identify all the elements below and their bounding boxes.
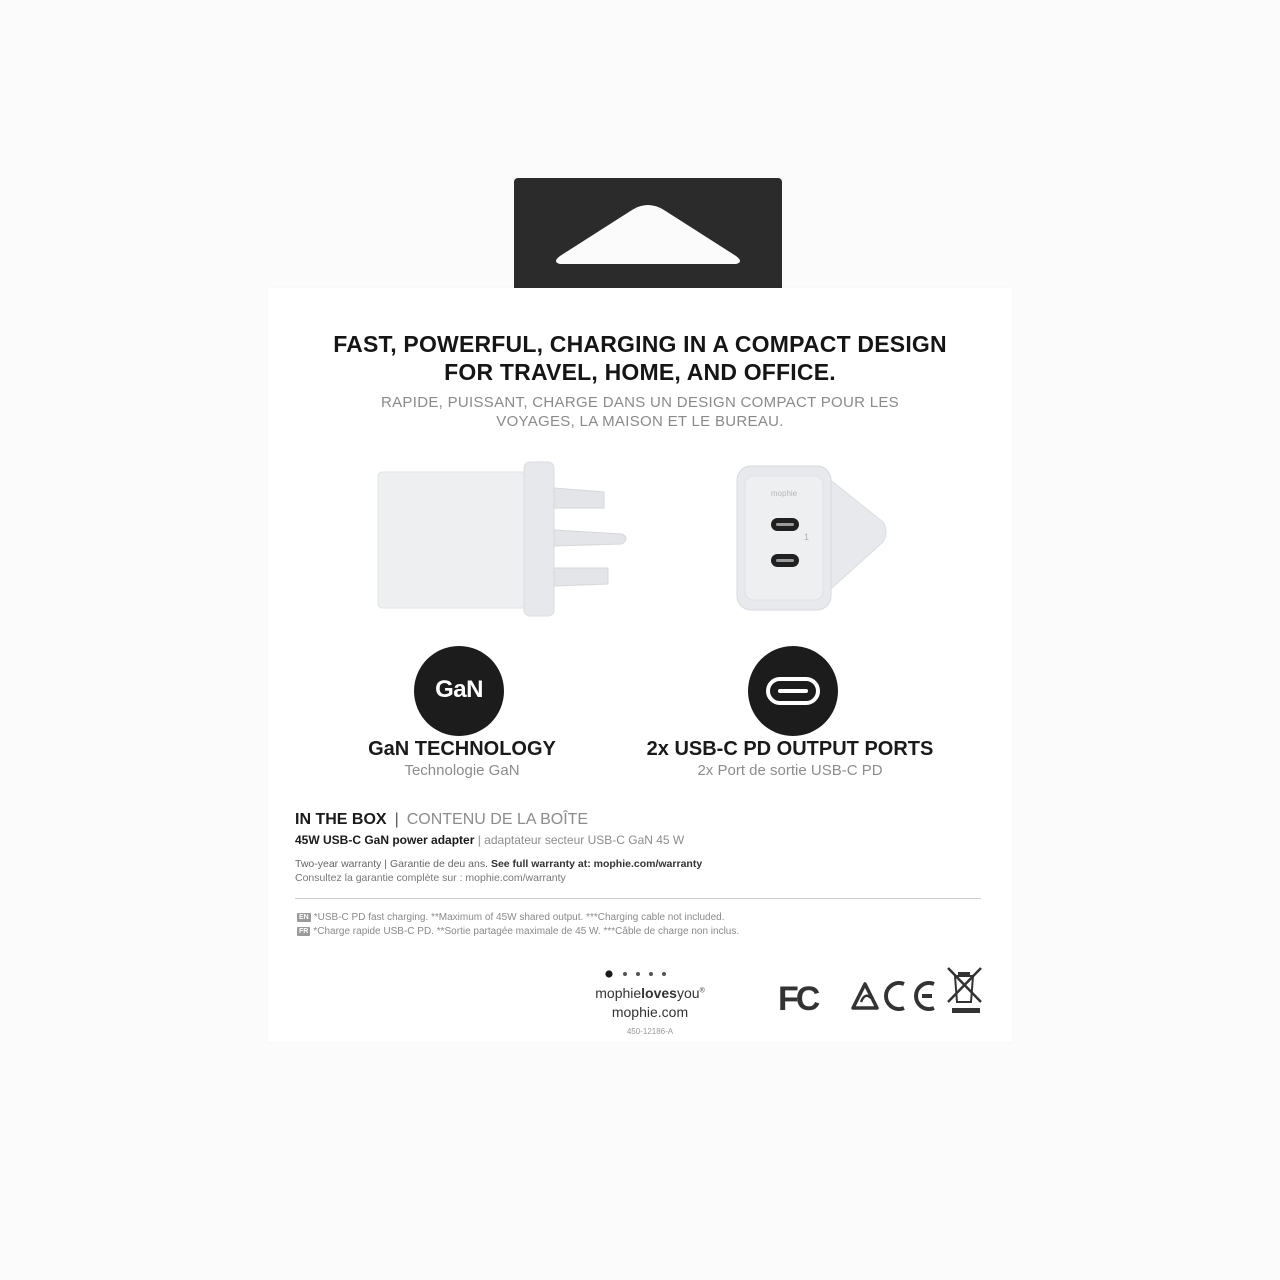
dot-active (605, 970, 612, 977)
feature-subtitle-usb-c: 2x Port de sortie USB-C PD (697, 762, 883, 779)
footnote-en-text: *USB-C PD fast charging. **Maximum of 45W shared output. ***Charging cable not included. (313, 912, 725, 923)
dot (623, 972, 627, 976)
warranty-fr: Garantie de deu ans. (389, 858, 489, 870)
heading-separator: | (394, 811, 399, 828)
hang-tab (514, 178, 782, 290)
svg-text:FC: FC (778, 980, 818, 1018)
feature-title-usb-c: 2x USB-C PD OUTPUT PORTS (646, 738, 934, 760)
charger-side-view (372, 458, 632, 623)
weee-bin-icon (948, 968, 981, 1013)
footnote-en (297, 912, 725, 923)
brand-c: you (676, 985, 700, 1001)
headline (0, 330, 1280, 386)
charger-front-view (733, 462, 893, 619)
brand-b: loves (641, 985, 677, 1001)
box-item-fr: adaptateur secteur USB-C GaN 45 W (484, 833, 685, 847)
box-contents: 45W USB-C GaN power adapter | adaptateur secteur USB-C GaN 45 W (295, 833, 685, 847)
divider (295, 898, 981, 899)
brand-tagline (560, 985, 740, 1001)
warranty-line: Two-year warranty | Garantie de deu ans. See full warranty at: mophie.com/warranty (295, 858, 703, 870)
subhead-line-1: RAPIDE, PUISSANT, CHARGE DANS UN DESIGN COMPACT POUR LES (380, 394, 899, 411)
website: mophie.com (611, 1004, 689, 1020)
pagination-dots (604, 966, 676, 984)
gan-icon (414, 646, 504, 736)
subhead-line-2: VOYAGES, LA MAISON ET LE BUREAU. (496, 413, 784, 430)
fc-mark-icon (778, 980, 820, 1018)
footnote-fr-text: *Charge rapide USB-C PD. **Sortie partagée maximale de 45 W. ***Câble de charge non inclus. (313, 926, 740, 937)
hang-hole-icon (514, 178, 782, 290)
in-the-box-label: IN THE BOX (295, 811, 387, 828)
rcm-mark-icon (853, 984, 877, 1008)
trademark: ® (699, 987, 705, 995)
brand-emboss: mophie (770, 489, 798, 498)
headline-line-2: FOR TRAVEL, HOME, AND OFFICE. (444, 359, 836, 385)
footnote-fr (297, 926, 739, 937)
subheadline-french (0, 393, 1280, 431)
ce-mark-icon (886, 983, 934, 1009)
dot (636, 972, 640, 976)
warranty-fr-link: Consultez la garantie complète sur : mophie.com/warranty (295, 872, 566, 884)
fr-badge: FR (299, 928, 309, 935)
headline-line-1: FAST, POWERFUL, CHARGING IN A COMPACT DESIGN (333, 331, 947, 357)
usb-c-port-icon (748, 646, 838, 736)
in-the-box-label-fr: CONTENU DE LA BOÎTE (406, 811, 589, 828)
dot (662, 972, 666, 976)
svg-text:1: 1 (804, 532, 810, 542)
dot (649, 972, 653, 976)
gan-icon-text: GaN (435, 676, 483, 703)
feature-title-gan: GaN TECHNOLOGY (368, 738, 556, 760)
product-code: 450-12186-A (626, 1027, 674, 1036)
brand-a: mophie (595, 985, 642, 1001)
warranty-link: See full warranty at: mophie.com/warranty (490, 858, 703, 870)
feature-subtitle-gan: Technologie GaN (404, 762, 520, 779)
warranty-en: Two-year warranty (295, 858, 382, 870)
en-badge: EN (299, 914, 309, 921)
in-the-box-heading (295, 811, 588, 829)
box-item: 45W USB-C GaN power adapter (295, 833, 475, 847)
certification-marks (776, 962, 988, 1025)
